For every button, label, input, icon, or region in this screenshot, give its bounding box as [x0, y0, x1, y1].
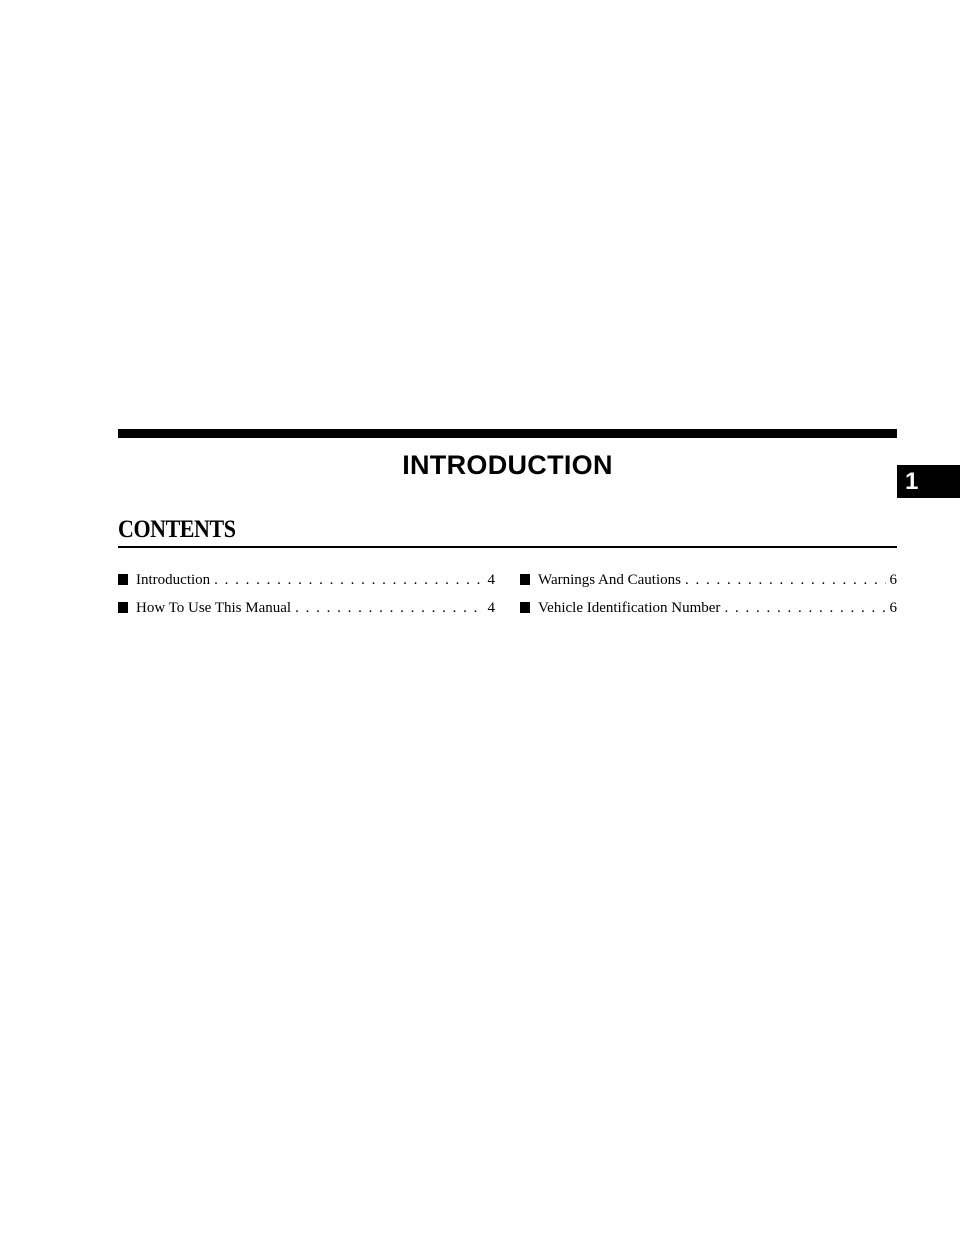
toc-item-page: 6: [889, 572, 897, 588]
contents-heading: CONTENTS: [118, 516, 236, 543]
toc-item-introduction[interactable]: [118, 566, 495, 594]
chapter-tab: [897, 465, 960, 498]
toc-item-how-to-use-this-manual[interactable]: [118, 594, 495, 622]
chapter-title: INTRODUCTION: [402, 450, 613, 480]
toc-dot-leader: [724, 594, 885, 622]
chapter-title-bar: [118, 429, 897, 438]
contents-rule: [118, 546, 897, 548]
square-bullet-icon: [520, 602, 530, 613]
toc-left-column: [118, 566, 495, 622]
toc-item-label: Vehicle Identification Number: [538, 600, 721, 616]
square-bullet-icon: [118, 574, 128, 585]
toc-item-page: 4: [487, 600, 495, 616]
toc-item-page: 4: [487, 572, 495, 588]
toc-dot-leader: [295, 594, 483, 622]
toc-item-vehicle-identification-number[interactable]: [520, 594, 897, 622]
toc-item-label: Introduction: [136, 572, 211, 588]
toc-item-warnings-and-cautions[interactable]: [520, 566, 897, 594]
toc-item-label: Warnings And Cautions: [538, 572, 681, 588]
toc-dot-leader: [685, 566, 886, 594]
toc-right-column: [520, 566, 897, 622]
square-bullet-icon: [118, 602, 128, 613]
toc-item-label: How To Use This Manual: [136, 600, 292, 616]
toc-dot-leader: [214, 566, 483, 594]
chapter-tab-number: 1: [905, 468, 919, 495]
square-bullet-icon: [520, 574, 530, 585]
toc-item-page: 6: [889, 600, 897, 616]
